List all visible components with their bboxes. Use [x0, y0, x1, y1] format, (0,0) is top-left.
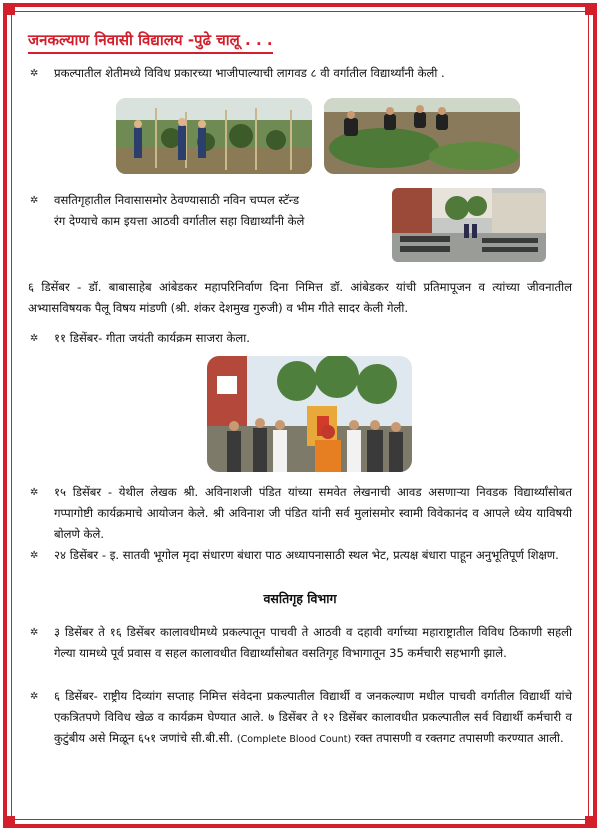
bullet-item-writer	[30, 482, 572, 545]
corner-ornament	[3, 3, 15, 15]
bullet-item-chappal-stand	[30, 190, 390, 232]
bullet-icon: ✲	[30, 333, 39, 344]
item-text: प्रकल्पातील शेतीमध्ये विविध प्रकारच्या भाजीपाल्याची लागवड ८ वी वर्गातील विद्यार्थ्यांनी केली .	[54, 66, 445, 80]
corner-ornament	[3, 816, 15, 828]
bullet-item-gita	[30, 328, 570, 349]
health-text-part2: रक्त तपासणी व रक्तगट तपासणी करण्यात आली.	[354, 731, 564, 745]
corner-ornament	[585, 816, 597, 828]
item-text: २४ डिसेंबर - इ. सातवी भूगोल मृदा संधारण बंधारा पाठ अध्यापनासाठी स्थल भेट, प्रत्यक्ष बंधारा पाहून अनुभूतिपूर्ण शिक्षण.	[54, 548, 559, 562]
health-text-part1: ६ डिसेंबर- राष्ट्रीय दिव्यांग सप्ताह निमित्त संवेदना प्रकल्पातील विद्यार्थी व जनकल्याण मधील पाचवी वर्गातील विद्यार्थी यांचे एकत्रितपणे विविध खेळ व कार्यक्रम घेण्यात आले. ७ डिसेंबर ते १२ डिसेंबर कालावधीत प्रकल्पातील सर्व विद्यार्थी कर्मचारी व कुटुंबीय असे मिळून ६५१ जणांचे सी.बी.सी.	[54, 689, 572, 745]
page-title: जनकल्याण निवासी विद्यालय -पुढे चालू . . .	[28, 30, 273, 54]
bullet-item-vegetables	[30, 63, 570, 84]
item-text: ११ डिसेंबर- गीता जयंती कार्यक्रम साजरा केला.	[54, 331, 250, 345]
bullet-item-health	[30, 686, 572, 750]
bullet-icon: ✲	[30, 195, 39, 206]
ambedkar-paragraph	[28, 277, 572, 319]
paragraph-text: ६ डिसेंबर - डॉ. बाबासाहेब आंबेडकर महापरिनिर्वाण दिना निमित्त डॉ. आंबेडकर यांची प्रतिमापूजन व त्यांच्या जीवनातील अभ्यासविषयक पैलू विषय मांडणी (श्री. शंकर देशमुख गुरुजी) व भीम गीते सादर केली गेली.	[28, 280, 572, 315]
bullet-item-geography	[30, 545, 572, 566]
bullet-icon: ✲	[30, 627, 39, 638]
hostel-section-heading: वसतिगृह विभाग	[263, 591, 337, 606]
bullet-icon: ✲	[30, 68, 39, 79]
bullet-icon: ✲	[30, 691, 39, 702]
gita-jayanti-photo	[207, 356, 412, 472]
bullet-icon: ✲	[30, 487, 39, 498]
chappal-stand-photo	[392, 188, 546, 262]
item-text-line1: वसतिगृहातील निवासासमोर ठेवण्यासाठी नविन चप्पल स्टॅन्ड	[54, 193, 300, 207]
bullet-icon: ✲	[30, 550, 39, 561]
cbc-english-note: (Complete Blood Count)	[236, 734, 352, 745]
bullet-item-tour	[30, 622, 572, 664]
corner-ornament	[585, 3, 597, 15]
farming-photo-left	[116, 98, 312, 174]
item-text: १५ डिसेंबर - येथील लेखक श्री. अविनाशजी पंडित यांच्या समवेत लेखनाची आवड असणाऱ्या निवडक विद्यार्थ्यांसोबत गप्पागोष्टी कार्यक्रमाचे आयोजन केले. श्री अविनाश जी पंडित यांनी सर्व मुलांसमोर स्वामी विवेकानंद व आपले ध्येय याविषयी बोलणे केले.	[54, 485, 572, 541]
item-text: ३ डिसेंबर ते १६ डिसेंबर कालावधीमध्ये प्रकल्पातून पाचवी ते आठवी व दहावी वर्गाच्या महाराष्ट्रातील विविध ठिकाणी सहली गेल्या यामध्ये पूर्व प्रवास व सहल कालावधीत विद्यार्थ्यांसोबत वसतिगृह विभागातून 35 कर्मचारी सहभागी झाले.	[54, 625, 572, 660]
item-text-line2: रंग देण्याचे काम इयत्ता आठवी वर्गातील सहा विद्यार्थ्यांनी केले	[54, 214, 305, 228]
farming-photo-right	[324, 98, 520, 174]
item-text	[30, 686, 572, 750]
